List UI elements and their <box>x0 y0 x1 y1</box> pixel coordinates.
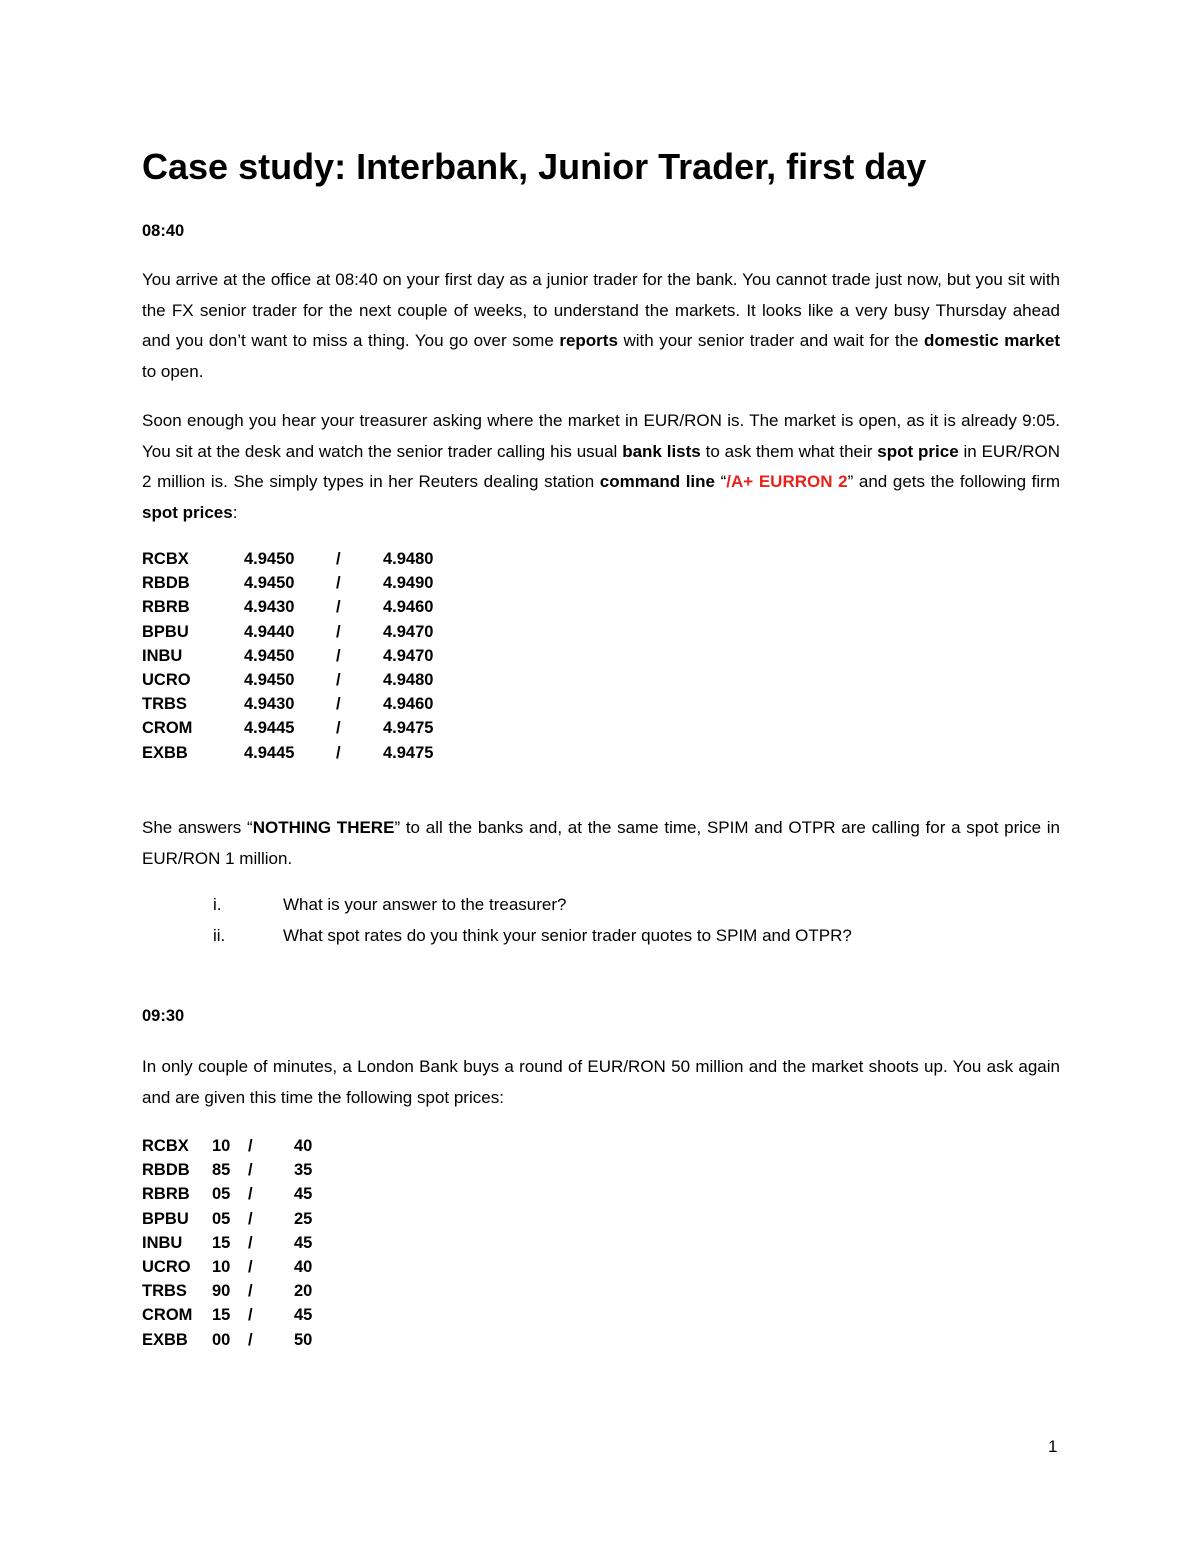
bank-code: EXBB <box>142 743 188 762</box>
price-separator: / <box>336 743 341 762</box>
bank-code: RBDB <box>142 574 190 593</box>
intro-text-e: to open. <box>142 361 204 381</box>
reuters-command: /A+ EURRON 2 <box>726 472 848 491</box>
ask-price: 25 <box>294 1209 313 1228</box>
quote-row <box>142 1303 312 1327</box>
quote-row <box>142 716 433 740</box>
page-number: 1 <box>1048 1437 1058 1456</box>
nothing-text-a: She answers “ <box>142 818 253 837</box>
bid-price: 4.9445 <box>244 719 295 738</box>
quote-row <box>142 620 433 644</box>
quote-row <box>142 1134 312 1158</box>
ask-price: 4.9480 <box>383 671 434 690</box>
term-spot-prices: spot prices <box>142 502 233 522</box>
bank-code: RBDB <box>142 1161 190 1180</box>
bid-price: 05 <box>212 1185 231 1204</box>
bid-price: 4.9450 <box>244 574 295 593</box>
ask-price: 40 <box>294 1137 313 1155</box>
price-separator: / <box>248 1258 253 1277</box>
question-text: What spot rates do you think your senior trader quotes to SPIM and OTPR? <box>283 926 852 945</box>
ask-price: 4.9475 <box>383 719 434 738</box>
bid-price: 10 <box>212 1258 231 1277</box>
bid-price: 4.9445 <box>244 743 295 762</box>
price-separator: / <box>248 1137 253 1155</box>
ask-price: 4.9460 <box>383 695 434 714</box>
bank-code: INBU <box>142 646 183 665</box>
bid-price: 4.9430 <box>244 598 295 617</box>
bid-price: 4.9450 <box>244 550 295 568</box>
intro-term-domestic-market: domestic market <box>924 331 1060 350</box>
quote-row <box>142 571 433 595</box>
bid-price: 85 <box>212 1161 231 1180</box>
bank-code: CROM <box>142 1306 193 1325</box>
price-separator: / <box>248 1209 253 1228</box>
bank-code: RCBX <box>142 1137 189 1155</box>
treasurer-text-e: in EUR/RON 2 million is. She simply types in her Reuters dealing station <box>142 441 1060 491</box>
quotes-table-0930 <box>142 1134 312 1352</box>
bank-code: RCBX <box>142 550 189 568</box>
treasurer-text-g: “ <box>715 472 727 491</box>
quote-row <box>142 1255 312 1279</box>
price-separator: / <box>336 695 341 714</box>
bid-price: 10 <box>212 1137 231 1155</box>
bid-price: 90 <box>212 1282 231 1301</box>
nothing-there-phrase: NOTHING THERE <box>252 818 395 837</box>
bank-code: TRBS <box>142 695 187 714</box>
quote-row <box>142 1231 312 1255</box>
term-command-line: command line <box>599 472 715 491</box>
question-text: What is your answer to the treasurer? <box>283 895 567 914</box>
section-time-0930: 09:30 <box>142 1007 185 1025</box>
nothing-text-c: ” to all the banks and, at the same time, SPIM and OTPR are calling for a spot price in EUR/RON 1 million. <box>142 818 1060 868</box>
intro-text-c: with your senior trader and wait for the <box>617 331 925 350</box>
section-time-0840: 08:40 <box>142 222 185 240</box>
bank-code: UCRO <box>142 1258 191 1277</box>
price-separator: / <box>336 646 341 665</box>
treasurer-text-i: ” and gets the following firm <box>847 472 1060 491</box>
bid-price: 4.9440 <box>244 622 295 641</box>
price-separator: / <box>336 550 341 568</box>
bank-code: EXBB <box>142 1330 188 1349</box>
bid-price: 15 <box>212 1233 231 1252</box>
quote-row <box>142 1279 312 1303</box>
price-separator: / <box>248 1233 253 1252</box>
nothing-there-paragraph <box>142 813 1060 874</box>
bank-code: RBRB <box>142 598 190 617</box>
price-separator: / <box>336 598 341 617</box>
ask-price: 4.9460 <box>383 598 434 617</box>
quote-row <box>142 547 433 571</box>
quote-row <box>142 595 433 619</box>
ask-price: 4.9490 <box>383 574 434 593</box>
price-separator: / <box>248 1161 253 1180</box>
ask-price: 4.9470 <box>383 646 434 665</box>
term-spot-price: spot price <box>877 441 959 461</box>
term-bank-lists: bank lists <box>622 441 701 461</box>
page-title: Case study: Interbank, Junior Trader, first day <box>142 146 927 187</box>
price-separator: / <box>336 622 341 641</box>
bid-price: 05 <box>212 1209 231 1228</box>
price-separator: / <box>336 671 341 690</box>
bid-price: 4.9450 <box>244 646 295 665</box>
quote-row <box>142 741 433 765</box>
treasurer-text-a: Soon enough you hear your treasurer asking where the market in EUR/RON is. The market is open, as it is already 9:05. You sit at the desk and watch the senior trader calling his usual <box>142 411 1060 461</box>
ask-price: 45 <box>294 1306 313 1325</box>
question-number: ii. <box>213 926 226 945</box>
ask-price: 35 <box>294 1161 313 1180</box>
bid-price: 4.9430 <box>244 695 295 714</box>
quote-row <box>142 668 433 692</box>
bank-code: TRBS <box>142 1282 187 1301</box>
ask-price: 45 <box>294 1233 313 1252</box>
quote-row <box>142 1328 312 1352</box>
bank-code: UCRO <box>142 671 191 690</box>
intro-text-a: You arrive at the office at 08:40 on your first day as a junior trader for the bank. You cannot trade just now, but you sit with the FX senior trader for the next couple of weeks, to understand the markets. It looks like a very busy Thursday ahead and you don’t want to miss a thing. You go over some <box>142 270 1060 350</box>
bank-code: RBRB <box>142 1185 190 1204</box>
treasurer-paragraph <box>142 406 1060 528</box>
quote-row <box>142 692 433 716</box>
treasurer-text-k: : <box>232 502 238 522</box>
quote-row <box>142 1158 312 1182</box>
intro-term-reports: reports <box>559 331 618 350</box>
bid-price: 00 <box>212 1330 231 1349</box>
question-number: i. <box>213 895 222 914</box>
london-bank-paragraph: In only couple of minutes, a London Bank buys a round of EUR/RON 50 million and the market shoots up. You ask again and are given this time the following spot prices: <box>142 1057 1060 1107</box>
bank-code: INBU <box>142 1233 183 1252</box>
price-separator: / <box>248 1185 253 1204</box>
ask-price: 20 <box>294 1282 313 1301</box>
price-separator: / <box>336 574 341 593</box>
bid-price: 4.9450 <box>244 671 295 690</box>
ask-price: 4.9480 <box>383 550 434 568</box>
intro-paragraph <box>142 265 1060 387</box>
price-separator: / <box>248 1282 253 1301</box>
bank-code: CROM <box>142 719 193 738</box>
ask-price: 45 <box>294 1185 313 1204</box>
quote-row <box>142 1207 312 1231</box>
ask-price: 50 <box>294 1330 313 1349</box>
bank-code: BPBU <box>142 622 189 641</box>
quote-row <box>142 1182 312 1206</box>
bid-price: 15 <box>212 1306 231 1325</box>
ask-price: 4.9470 <box>383 622 434 641</box>
quote-row <box>142 644 433 668</box>
treasurer-text-c: to ask them what their <box>700 441 878 461</box>
quotes-table-0905 <box>142 547 433 765</box>
price-separator: / <box>248 1330 253 1349</box>
bank-code: BPBU <box>142 1209 189 1228</box>
ask-price: 4.9475 <box>383 743 434 762</box>
price-separator: / <box>248 1306 253 1325</box>
price-separator: / <box>336 719 341 738</box>
ask-price: 40 <box>294 1258 313 1277</box>
